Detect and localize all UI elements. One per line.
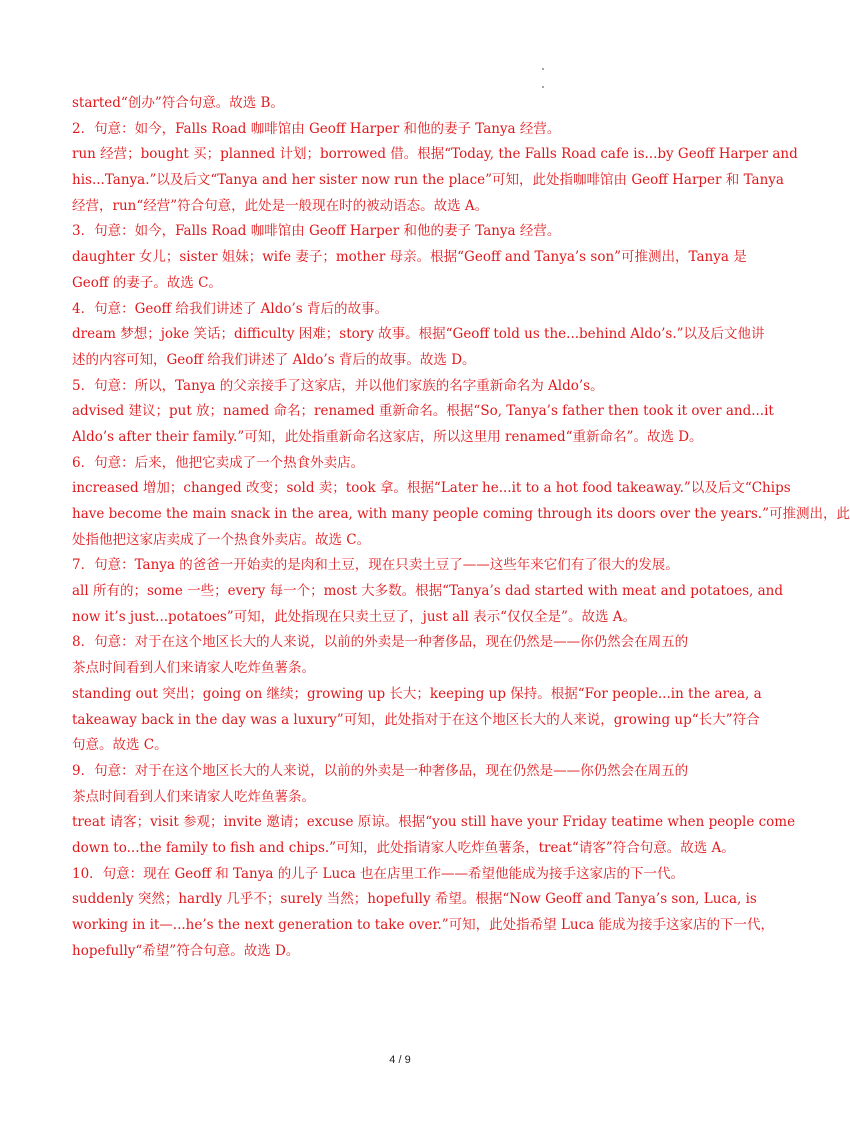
text-line: daughter 女儿；sister 姐妹；wife 妻子；mother 母亲。根据“Geoff and Tanya’s son”可推测出，Tanya 是 (72, 249, 747, 266)
text-line: 5．句意：所以，Tanya 的父亲接手了这家店，并以他们家族的名字重新命名为 Aldo’s。 (72, 377, 604, 394)
text-line: Geoff 的妻子。故选 C。 (72, 274, 222, 291)
text-line: 10．句意：现在 Geoff 和 Tanya 的儿子 Luca 也在店里工作——希望他能成为接手这家店的下一代。 (72, 865, 685, 882)
text-line: down to...the family to fish and chips.”可知，此处指请家人吃炸鱼薯条，treat“请客”符合句意。故选 A。 (72, 839, 735, 856)
text-line: increased 增加；changed 改变；sold 卖；took 拿。根据“Later he...it to a hot food takeaway.”以及后文“Chips (72, 480, 791, 497)
answer-explanations (72, 91, 850, 964)
text-line: 茶点时间看到人们来请家人吃炸鱼薯条。 (72, 788, 315, 805)
text-line: working in it—...he’s the next generation to take over.”可知，此处指希望 Luca 能成为接手这家店的下一代， (72, 917, 774, 933)
text-line: his...Tanya.”以及后文“Tanya and her sister now run the place”可知，此处指咖啡馆由 Geoff Harper 和 Tanya (72, 172, 784, 189)
text-line: now it’s just...potatoes”可知，此处指现在只卖土豆了，just all 表示“仅仅全是”。故选 A。 (72, 608, 636, 625)
text-line: Aldo’s after their family.”可知，此处指重新命名这家店，所以这里用 renamed“重新命名”。故选 D。 (72, 428, 703, 445)
text-line: 3．句意：如今，Falls Road 咖啡馆由 Geoff Harper 和他的妻子 Tanya 经营。 (72, 223, 561, 240)
text-line: 8．句意：对于在这个地区长大的人来说，以前的外卖是一种奢侈品，现在仍然是——你仍然会在周五的 (72, 634, 689, 651)
text-line: 述的内容可知，Geoff 给我们讲述了 Aldo’s 背后的故事。故选 D。 (72, 351, 476, 368)
text-line: 句意。故选 C。 (72, 737, 168, 754)
text-line: dream 梦想；joke 笑话；difficulty 困难；story 故事。根据“Geoff told us the...behind Aldo’s.”以及后文他讲 (72, 326, 765, 343)
text-line: started“创办”符合句意。故选 B。 (72, 95, 284, 111)
text-line: 处指他把这家店卖成了一个热食外卖店。故选 C。 (72, 531, 371, 548)
text-line: suddenly 突然；hardly 几乎不；surely 当然；hopefully 希望。根据“Now Geoff and Tanya’s son, Luca, is (72, 891, 757, 908)
text-line: 经营，run“经营”符合句意，此处是一般现在时的被动语态。故选 A。 (72, 197, 489, 214)
text-line: advised 建议；put 放；named 命名；renamed 重新命名。根据“So, Tanya’s father then took it over and...it (72, 403, 774, 420)
text-line: takeaway back in the day was a luxury”可知，此处指对于在这个地区长大的人来说，growing up“长大”符合 (72, 711, 760, 728)
text-line: 茶点时间看到人们来请家人吃炸鱼薯条。 (72, 660, 315, 677)
text-line: 7．句意：Tanya 的爸爸一开始卖的是肉和土豆，现在只卖土豆了——这些年来它们有了很大的发展。 (72, 557, 679, 574)
header-mark (540, 64, 548, 92)
text-line: hopefully“希望”符合句意。故选 D。 (72, 942, 300, 959)
text-line: treat 请客；visit 参观；invite 邀请；excuse 原谅。根据“you still have your Friday teatime when people come (72, 814, 796, 831)
page-number: 4 / 9 (389, 1054, 411, 1066)
text-line: all 所有的；some 一些；every 每一个；most 大多数。根据“Tanya’s dad started with meat and potatoes, and (72, 583, 783, 600)
text-line: 6．句意：后来，他把它卖成了一个热食外卖店。 (72, 454, 365, 471)
text-line: run 经营；bought 买；planned 计划；borrowed 借。根据“Today, the Falls Road cafe is...by Geoff Harper and (72, 146, 798, 163)
text-line: 4．句意：Geoff 给我们讲述了 Aldo’s 背后的故事。 (72, 300, 389, 317)
text-line: have become the main snack in the area, with many people coming through its doors over the years.”可推测出，此 (72, 506, 850, 522)
text-line: standing out 突出；going on 继续；growing up 长大；keeping up 保持。根据“For people...in the area, a (72, 685, 762, 702)
text-line: 9．句意：对于在这个地区长大的人来说，以前的外卖是一种奢侈品，现在仍然是——你仍然会在周五的 (72, 762, 689, 779)
text-line: 2．句意：如今，Falls Road 咖啡馆由 Geoff Harper 和他的妻子 Tanya 经营。 (72, 120, 561, 137)
